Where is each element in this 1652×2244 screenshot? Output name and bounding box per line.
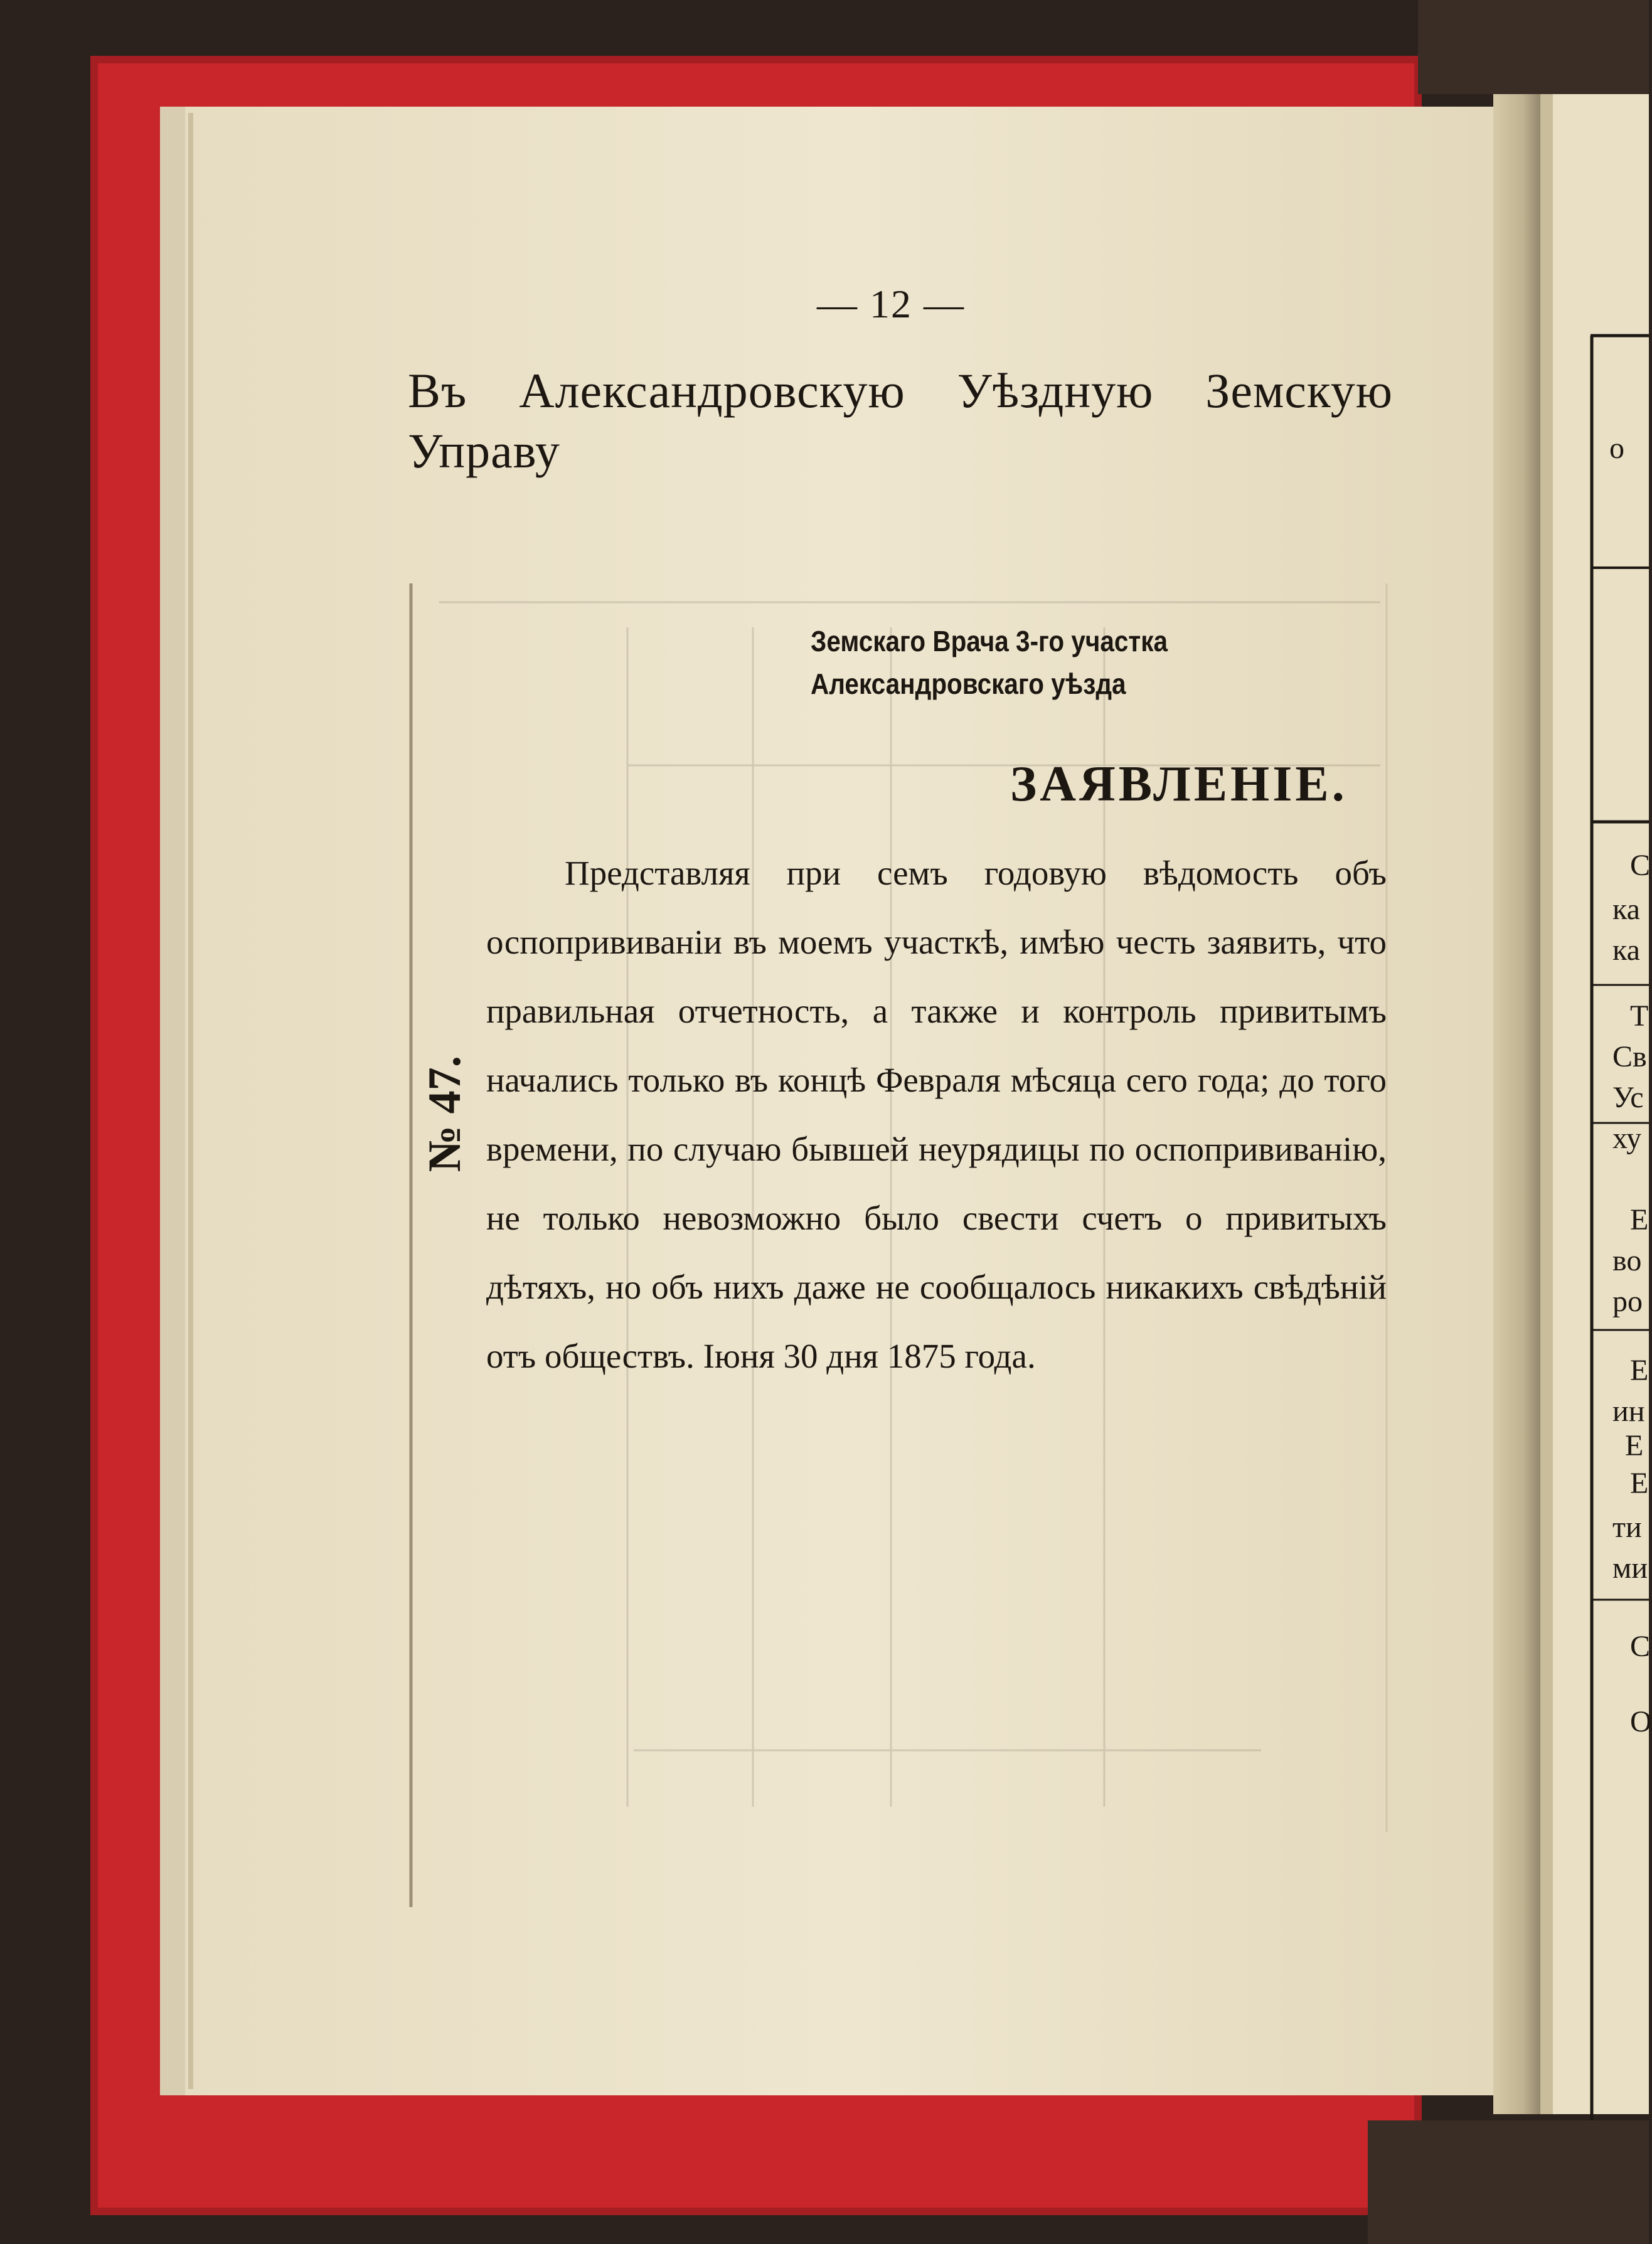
right-page-fragment: С: [1630, 849, 1651, 882]
right-page-fragment: ка: [1612, 933, 1640, 967]
right-page-fragment: во: [1612, 1244, 1642, 1277]
sender-line: Земскаго Врача 3-го участка Александровскаго уѣзда: [811, 625, 1168, 700]
gutter: [1493, 88, 1543, 2114]
right-page-fragment: Е: [1625, 1429, 1644, 1462]
right-page-fragment: ро: [1612, 1285, 1643, 1318]
right-page-fragment: Е: [1630, 1354, 1649, 1387]
right-page-fragment: Ус: [1612, 1081, 1644, 1114]
document-number: [383, 1032, 508, 1195]
right-page-fragment: ка: [1612, 893, 1640, 926]
statement-body: Представляя при семъ годовую вѣдомость объ оспопрививаніи въ моемъ участкѣ, имѣю честь заявить, что правильная отчетность, а также и контроль привитымъ начались только въ концѣ Февраля мѣсяца сего года; до того времени, по случаю бывшей неурядицы по оспопрививанію, не только невозможно было свести счетъ о привитыхъ дѣтяхъ, но объ нихъ даже не сообщалось никакихъ свѣдѣній отъ обществъ. Іюня 30 дня 1875 года.: [486, 854, 1387, 1375]
right-page-fragment: О: [1630, 1705, 1652, 1738]
right-page-fragment: о: [1609, 432, 1624, 465]
right-page-fragment: ми: [1612, 1551, 1648, 1585]
right-page-fragment: ти: [1612, 1511, 1642, 1544]
right-page-fragment: ху: [1612, 1122, 1642, 1155]
right-page-fragment: Св: [1612, 1040, 1647, 1073]
page-number: — 12 —: [817, 282, 965, 326]
right-page-fragment: С: [1630, 1630, 1651, 1663]
right-page-fragment: Е: [1630, 1467, 1649, 1500]
document-number-text: № 47.: [419, 1055, 471, 1172]
right-page-fragment: Е: [1630, 1203, 1649, 1236]
addressee-heading: Въ Александровскую Уѣздную Земскую Управу: [408, 363, 1393, 478]
document-title: ЗАЯВЛЕНІЕ.: [1010, 757, 1348, 812]
right-page-fragment: ин: [1612, 1395, 1645, 1428]
right-page-fragment: Т: [1630, 999, 1649, 1033]
